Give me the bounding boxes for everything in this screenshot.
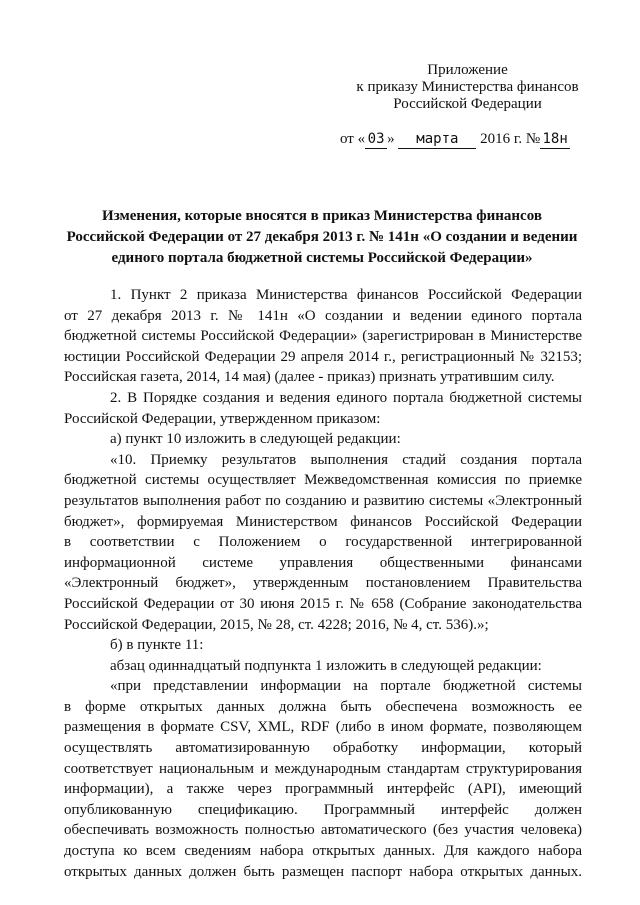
- text-line: «Электронный бюджет», утвержденным постановлением Правительства: [64, 575, 582, 592]
- date-year: 2016 г. №: [480, 131, 541, 147]
- text-line: б) в пункте 11:: [110, 637, 204, 654]
- title-line-2: Российской Федерации от 27 декабря 2013 г. № 141н «О создании и ведении: [66, 229, 578, 245]
- text-line: бюджетной системы Российской Федерации» (зарегистрирован в Министерстве: [64, 328, 582, 345]
- text-line: бюджет», формируемая Министерством финансов Российской Федерации: [64, 513, 582, 530]
- text-line: соответствует национальным и международным стандартам структурирования: [64, 760, 582, 777]
- paragraph-4: [64, 450, 582, 635]
- text-line: информации), а также через программный интерфейс (API), имеющий: [64, 781, 582, 798]
- order-dateline: [340, 130, 570, 149]
- text-line: информационной системе управления общественными финансами: [64, 554, 582, 571]
- title-line-1: Изменения, которые вносятся в приказ Министерства финансов: [102, 208, 542, 224]
- paragraph-7: [64, 676, 582, 882]
- text-line: «10. Приемку результатов выполнения стадий создания портала: [110, 451, 582, 468]
- paragraph-5: [64, 635, 582, 656]
- text-line: в форме открытых данных должна быть обеспечена возможность ее: [64, 698, 582, 715]
- text-line: юстиции Российской Федерации 29 апреля 2014 г., регистрационный № 32153;: [64, 348, 582, 365]
- text-line: открытых данных должен быть размещен паспорт набора открытых данных.: [64, 863, 582, 880]
- date-close-quote: »: [387, 131, 395, 147]
- text-line: Российская газета, 2014, 14 мая) (далее - приказ) признать утратившим силу.: [64, 369, 555, 386]
- document-title: [62, 206, 582, 269]
- text-line: обеспечивать возможность полностью автоматического (без участия человека): [64, 822, 582, 839]
- text-line: Российской Федерации, 2015, № 28, ст. 4228; 2016, № 4, ст. 536).»;: [64, 616, 489, 633]
- date-prefix: от «: [340, 131, 366, 147]
- text-line: в соответствии с Положением о государственной интегрированной: [64, 534, 582, 551]
- text-line: абзац одиннадцатый подпункта 1 изложить в следующей редакции:: [110, 657, 542, 674]
- paragraph-1: [64, 285, 582, 388]
- text-line: 1. Пункт 2 приказа Министерства финансов Российской Федерации: [110, 287, 582, 303]
- document-body: [64, 285, 582, 882]
- paragraph-3: [64, 429, 582, 450]
- text-line: 2. В Порядке создания и ведения единого портала бюджетной системы: [110, 389, 582, 406]
- text-line: Российской Федерации, утвержденном приказом:: [64, 410, 381, 427]
- appendix-order-ref: к приказу Министерства финансов: [356, 79, 579, 95]
- paragraph-6: [64, 656, 582, 677]
- text-line: «при представлении информации на портале бюджетной системы: [110, 678, 582, 695]
- date-month: марта: [398, 130, 476, 149]
- text-line: Российской Федерации от 30 июня 2015 г. № 658 (Собрание законодательства: [64, 595, 582, 612]
- text-line: бюджетной системы осуществляет Межведомственная комиссия по приемке: [64, 472, 582, 489]
- text-line: доступа ко всем сведениям набора открытых данных. Для каждого набора: [64, 843, 582, 860]
- title-line-3: единого портала бюджетной системы Российской Федерации»: [111, 250, 533, 266]
- text-line: размещения в формате CSV, XML, RDF (либо в ином формате, позволяющем: [64, 719, 582, 736]
- text-line: опубликованную спецификацию. Программный интерфейс должен: [64, 801, 582, 818]
- date-day: 03: [365, 130, 387, 149]
- paragraph-2: [64, 388, 582, 429]
- appendix-block: [345, 62, 590, 113]
- text-line: а) пункт 10 изложить в следующей редакции:: [110, 431, 401, 448]
- order-number: 18н: [540, 130, 570, 149]
- text-line: результатов выполнения работ по созданию и развитию системы «Электронный: [64, 492, 582, 509]
- text-line: от 27 декабря 2013 г. № 141н «О создании и ведении единого портала: [64, 307, 582, 324]
- appendix-country: Российской Федерации: [393, 96, 542, 112]
- appendix-title: Приложение: [427, 62, 508, 78]
- text-line: осуществлять автоматизированную обработку информации, который: [64, 740, 582, 757]
